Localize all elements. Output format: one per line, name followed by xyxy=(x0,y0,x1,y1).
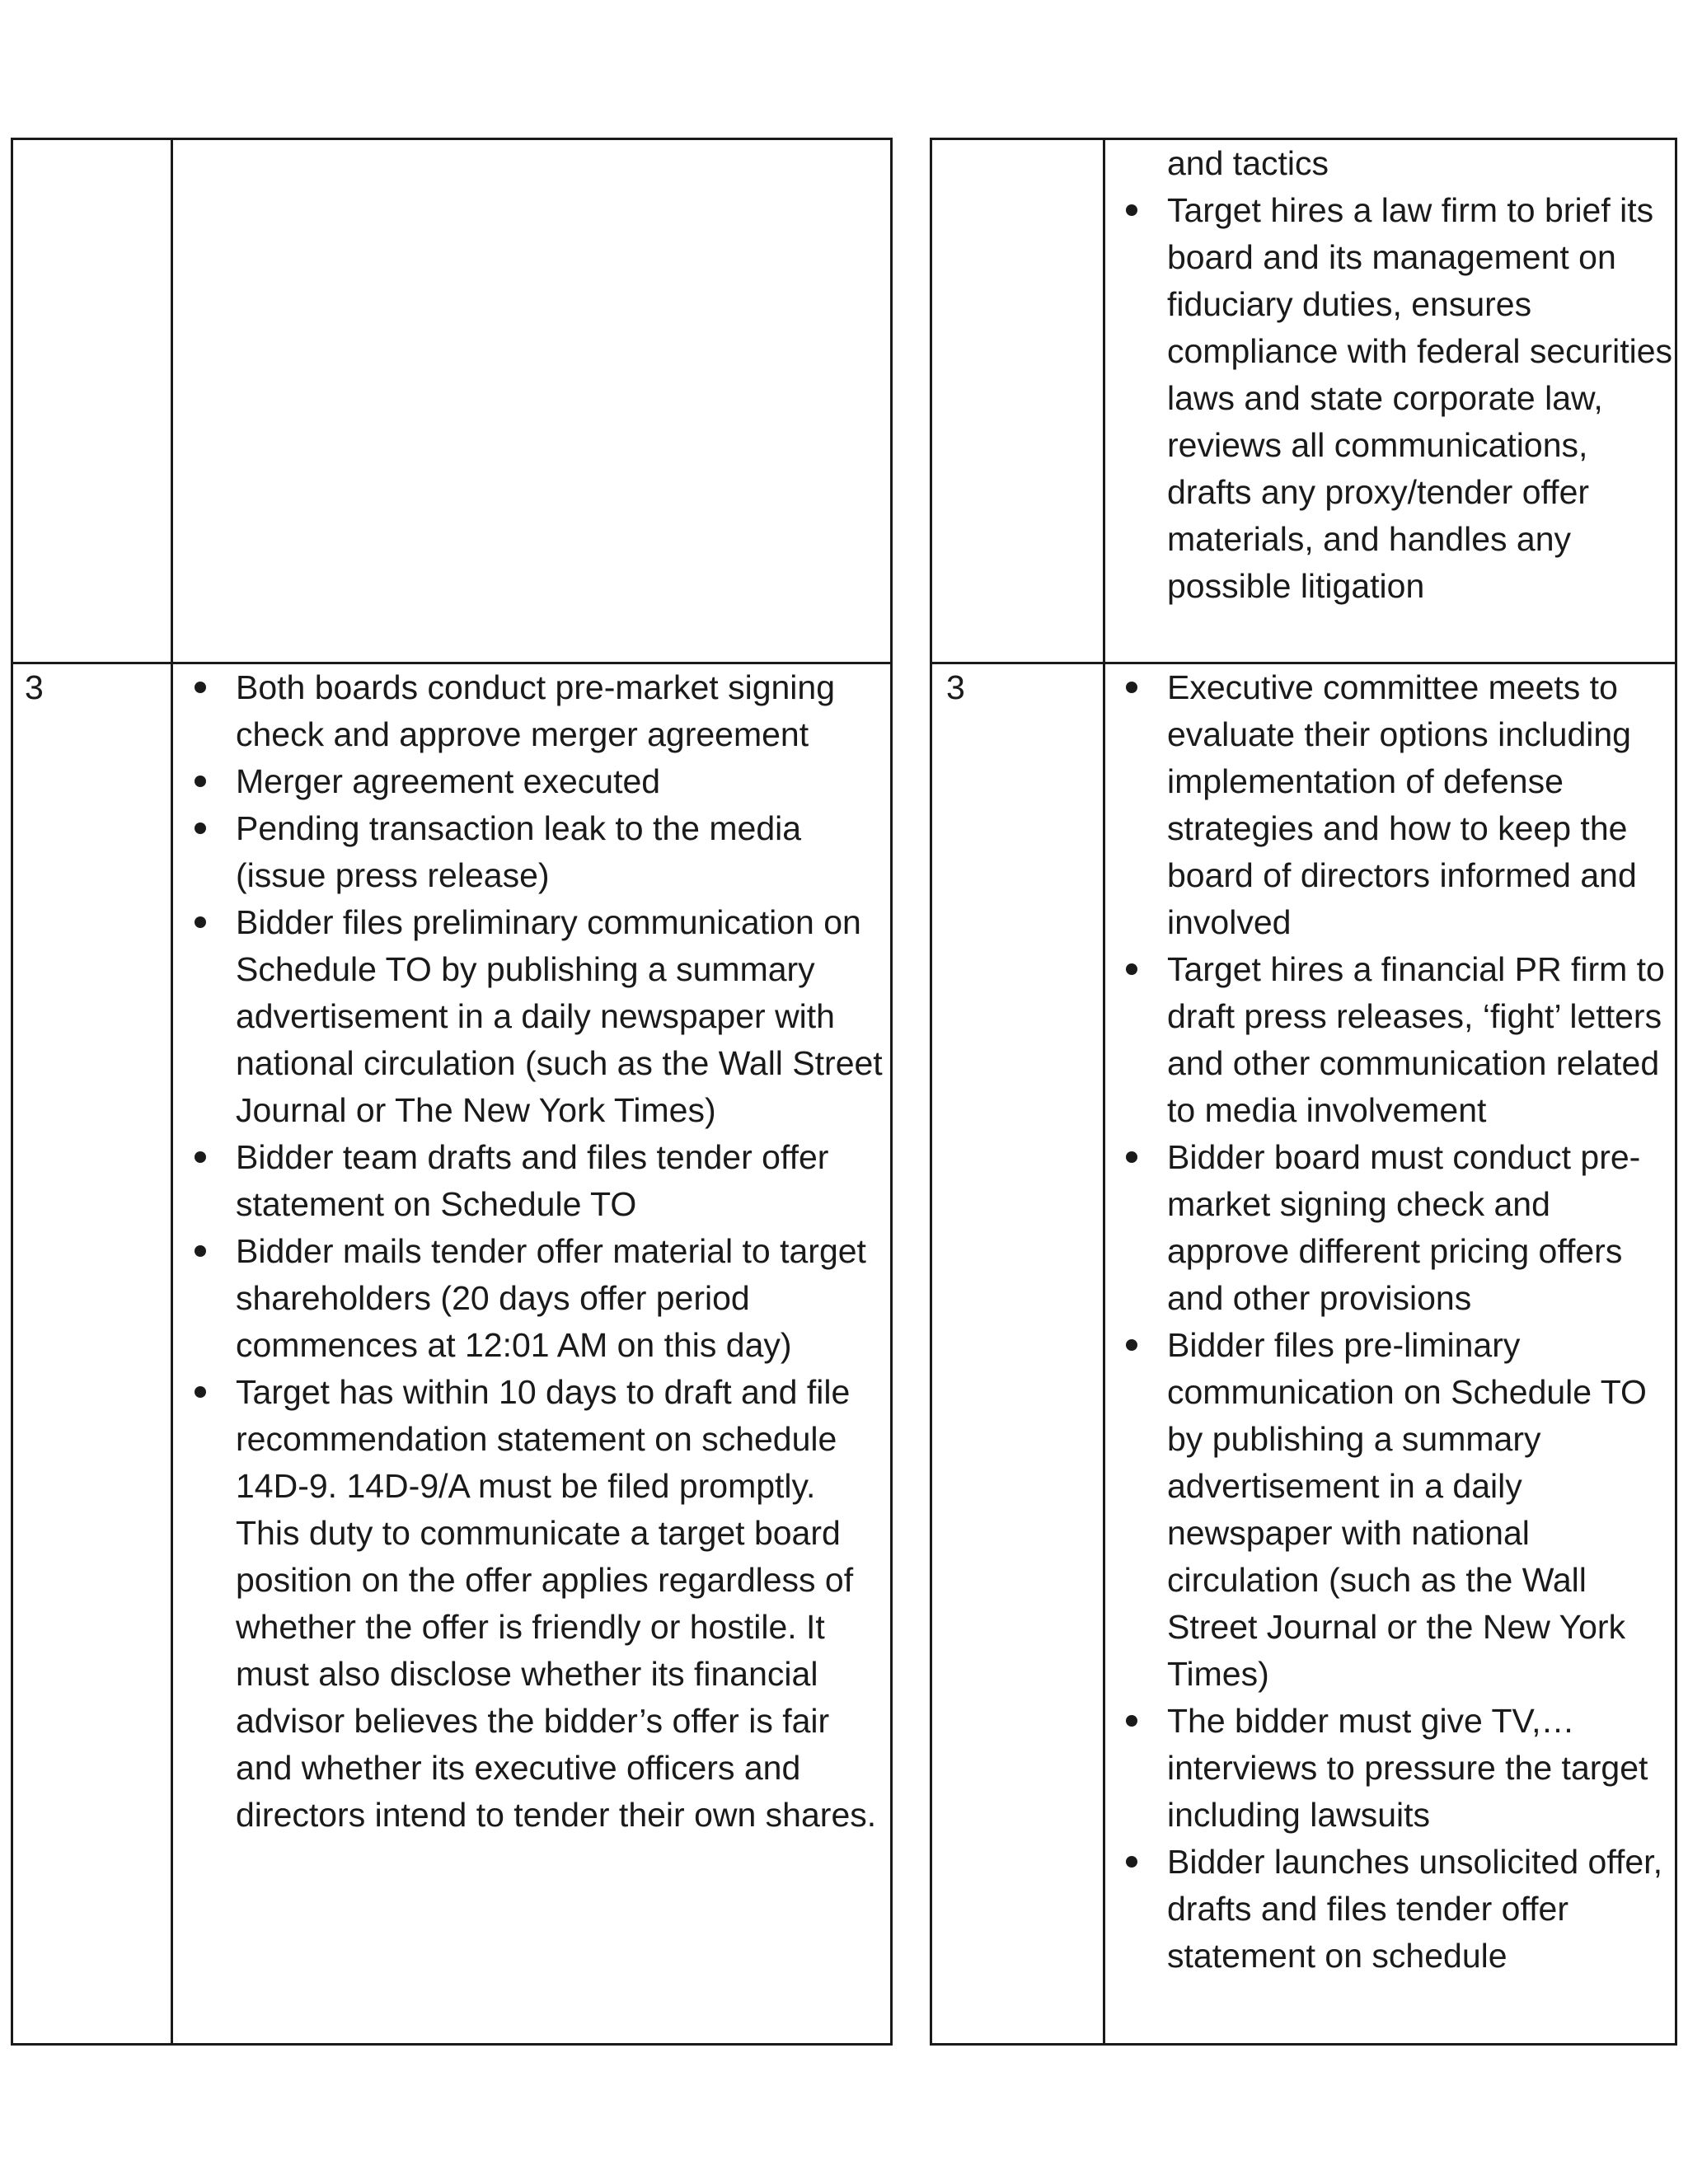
task-list xyxy=(185,664,886,1839)
list-item: Bidder launches unsolicited offer, drafts and files tender offer statement on schedule xyxy=(1117,1839,1673,1980)
left-table-border-left xyxy=(11,138,13,2046)
right-table-column-divider xyxy=(1103,138,1105,2046)
bullet-icon xyxy=(195,682,206,693)
bullet-icon xyxy=(1126,1715,1137,1727)
day-number: 3 xyxy=(25,668,44,706)
list-item: Target hires a financial PR firm to draft press releases, ‘fight’ letters and other communication related to media involvement xyxy=(1117,946,1673,1134)
day-number: 3 xyxy=(946,668,965,706)
bullet-icon xyxy=(1126,1151,1137,1163)
bullet-icon xyxy=(195,1386,206,1398)
right-table-border-left xyxy=(930,138,932,2046)
right-table-bottom-border xyxy=(930,2043,1677,2046)
list-item: Bidder team drafts and files tender offer statement on Schedule TO xyxy=(185,1134,886,1228)
list-item: The bidder must give TV,… interviews to pressure the target including lawsuits xyxy=(1117,1698,1673,1839)
list-item: Merger agreement executed xyxy=(185,758,886,805)
left-table-border-right xyxy=(890,138,893,2046)
bullet-icon xyxy=(195,1245,206,1257)
list-item: Both boards conduct pre-market signing check and approve merger agreement xyxy=(185,664,886,758)
bullet-icon xyxy=(1126,963,1137,975)
list-item: Target has within 10 days to draft and file recommendation statement on schedule 14D-9. 14D-9/A must be filed promptly. This duty to communicate a target board position on the offer applies regardless of whether the offer is friendly or hostile. It must also disclose whether its financial advisor believes the bidder’s offer is fair and whether its executive officers and directors intend to tender their own shares. xyxy=(185,1369,886,1839)
list-item: Executive committee meets to evaluate their options including implementation of defense strategies and how to keep the board of directors informed and involved xyxy=(1117,664,1673,946)
task-list xyxy=(1117,664,1673,1980)
right-table-border-right xyxy=(1675,138,1677,2046)
bullet-icon xyxy=(1126,204,1137,216)
left-table-column-divider xyxy=(171,138,173,2046)
bullet-icon xyxy=(195,916,206,928)
left-table-top-border xyxy=(11,138,893,140)
task-list xyxy=(1117,187,1673,610)
list-item: Bidder files pre-liminary communication on Schedule TO by publishing a summary advertisement in a daily newspaper with national circulation (such as the Wall Street Journal or the New York Times) xyxy=(1117,1322,1673,1698)
right-row2-tasks-cell xyxy=(1117,664,1673,2041)
bullet-icon xyxy=(195,776,206,787)
list-item: Target hires a law firm to brief its board and its management on fiduciary duties, ensures compliance with federal securities laws and state corporate law, reviews all communications, drafts any proxy/tender offer materials, and handles any possible litigation xyxy=(1117,187,1673,610)
left-row2-tasks-cell xyxy=(185,664,886,2041)
list-item: Pending transaction leak to the media (issue press release) xyxy=(185,805,886,899)
left-row1-tasks-cell xyxy=(181,144,884,655)
bullet-icon xyxy=(1126,1339,1137,1351)
continued-text: and tactics xyxy=(1167,144,1329,182)
list-item: Bidder mails tender offer material to target shareholders (20 days offer period commences at 12:01 AM on this day) xyxy=(185,1228,886,1369)
bullet-icon xyxy=(1126,682,1137,693)
list-item: Bidder board must conduct pre-market signing check and approve different pricing offers and other provisions xyxy=(1117,1134,1673,1322)
left-row1-day-cell xyxy=(18,144,166,655)
right-row1-day-cell xyxy=(940,144,1096,655)
list-item: Bidder files preliminary communication on Schedule TO by publishing a summary advertisement in a daily newspaper with national circulation (such as the Wall Street Journal or The New York Times) xyxy=(185,899,886,1134)
right-row2-day-cell xyxy=(946,664,1099,2041)
bullet-icon xyxy=(195,1151,206,1163)
left-table-bottom-border xyxy=(11,2043,893,2046)
bullet-icon xyxy=(1126,1856,1137,1868)
bullet-icon xyxy=(195,823,206,834)
left-row2-day-cell xyxy=(25,664,165,2041)
right-row1-tasks-cell xyxy=(1117,140,1673,659)
